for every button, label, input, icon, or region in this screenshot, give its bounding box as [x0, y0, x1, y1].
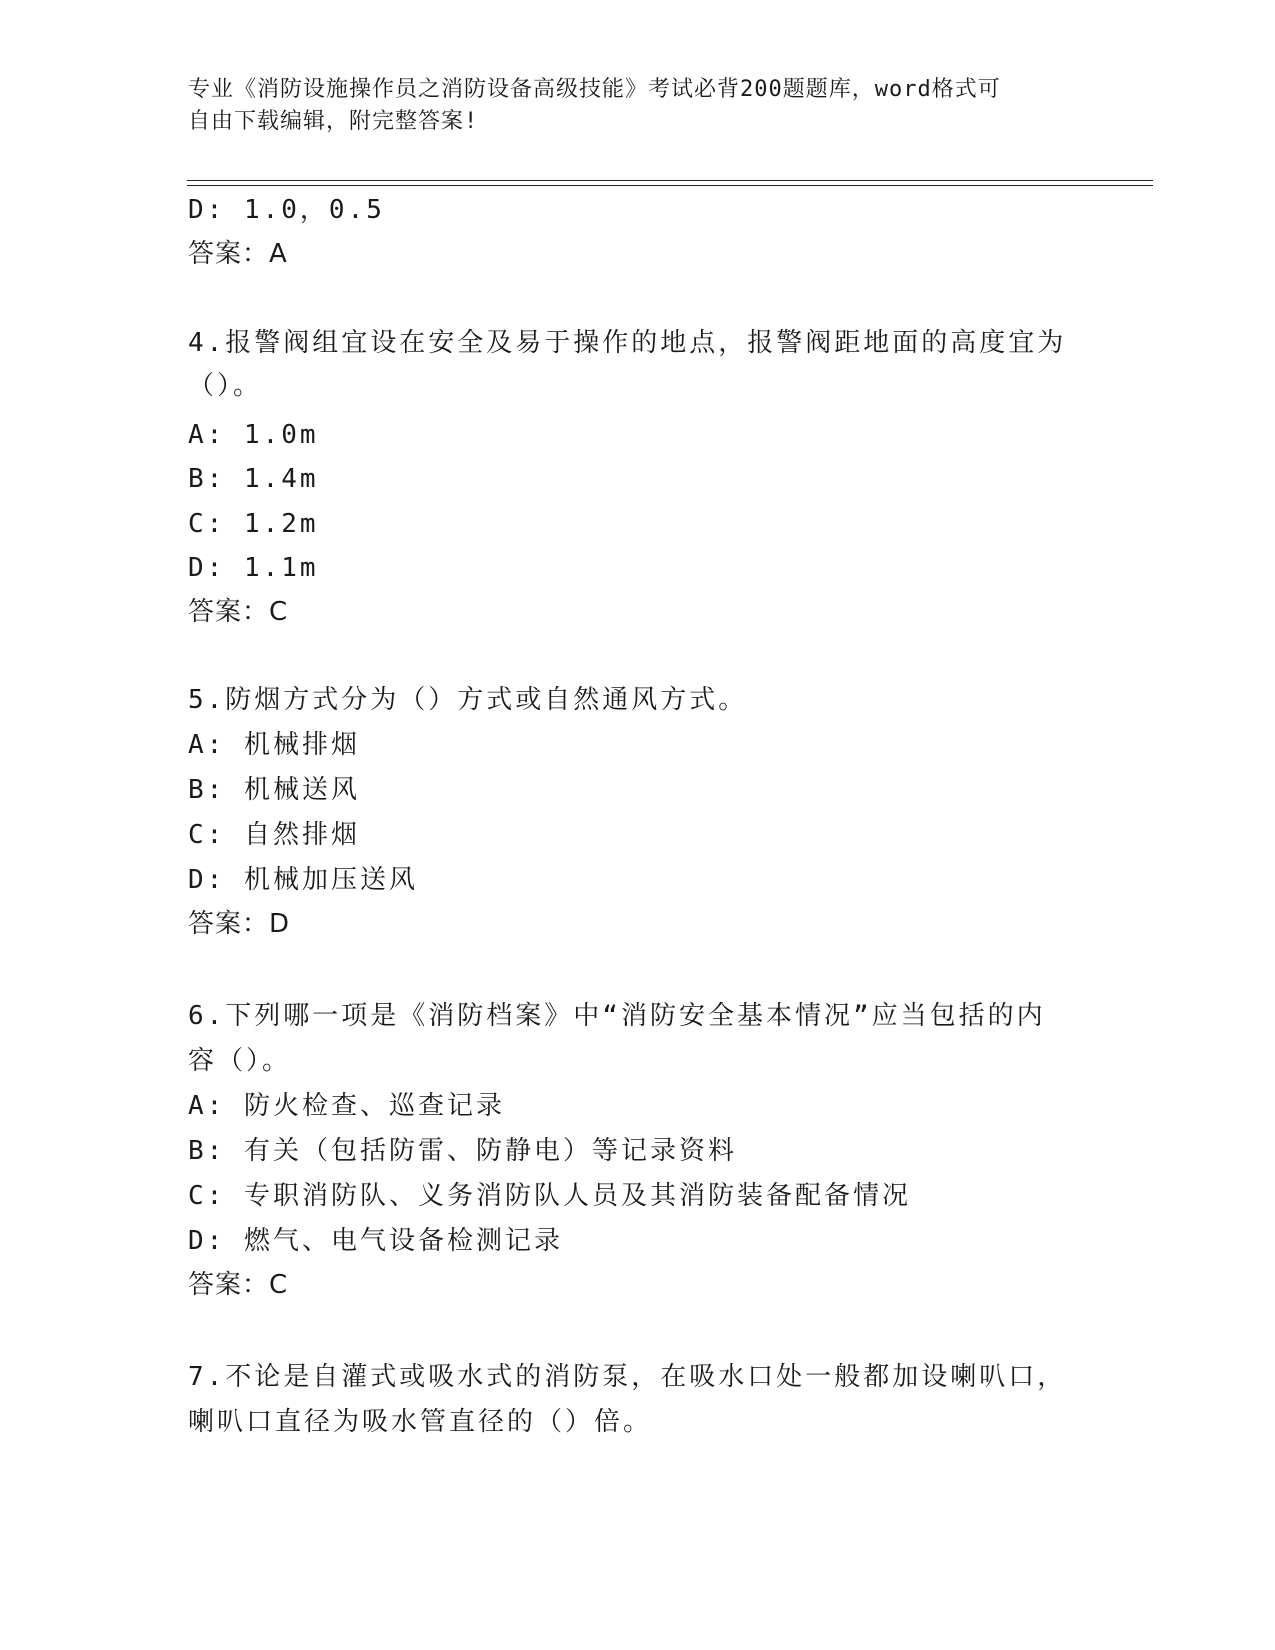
q6-option-b: B: 有关（包括防雷、防静电）等记录资料 — [188, 1136, 737, 1166]
q6-answer: 答案：C — [188, 1270, 289, 1300]
header-line-2: 自由下载编辑，附完整答案! — [188, 109, 479, 134]
header-divider-bottom — [187, 185, 1153, 186]
q4-option-d: D: 1.1m — [188, 553, 319, 583]
q7-stem-line-2: 喇叭口直径为吸水管直径的（）倍。 — [188, 1407, 653, 1437]
q4-answer: 答案：C — [188, 597, 289, 627]
q5-option-c: C: 自然排烟 — [188, 820, 360, 850]
q6-stem-line-2: 容（）。 — [188, 1046, 292, 1076]
q3-option-d: D: 1.0，0.5 — [188, 195, 385, 225]
q6-option-a: A: 防火检查、巡查记录 — [188, 1091, 505, 1121]
q5-answer: 答案：D — [188, 909, 291, 939]
header-divider-top — [187, 180, 1153, 181]
q4-stem-line-1: 4.报警阀组宜设在安全及易于操作的地点，报警阀距地面的高度宜为 — [188, 328, 1067, 358]
q5-option-b: B: 机械送风 — [188, 775, 360, 805]
q4-option-c: C: 1.2m — [188, 509, 319, 539]
q4-stem-line-2: （）。 — [188, 371, 263, 401]
q4-option-b: B: 1.4m — [188, 464, 319, 494]
document-header — [188, 74, 1068, 138]
q6-stem-line-1: 6.下列哪一项是《消防档案》中“消防安全基本情况”应当包括的内 — [188, 1001, 1046, 1031]
q3-answer: 答案：A — [188, 239, 288, 269]
q5-stem-line-1: 5.防烟方式分为（）方式或自然通风方式。 — [188, 685, 748, 715]
q5-option-a: A: 机械排烟 — [188, 730, 360, 760]
q6-option-d: D: 燃气、电气设备检测记录 — [188, 1226, 563, 1256]
header-line-1: 专业《消防设施操作员之消防设备高级技能》考试必背200题题库，word格式可 — [188, 77, 1001, 102]
q7-stem-line-1: 7.不论是自灌式或吸水式的消防泵，在吸水口处一般都加设喇叭口， — [188, 1362, 1067, 1392]
q6-option-c: C: 专职消防队、义务消防队人员及其消防装备配备情况 — [188, 1181, 911, 1211]
q5-option-d: D: 机械加压送风 — [188, 865, 418, 895]
q4-option-a: A: 1.0m — [188, 420, 319, 450]
